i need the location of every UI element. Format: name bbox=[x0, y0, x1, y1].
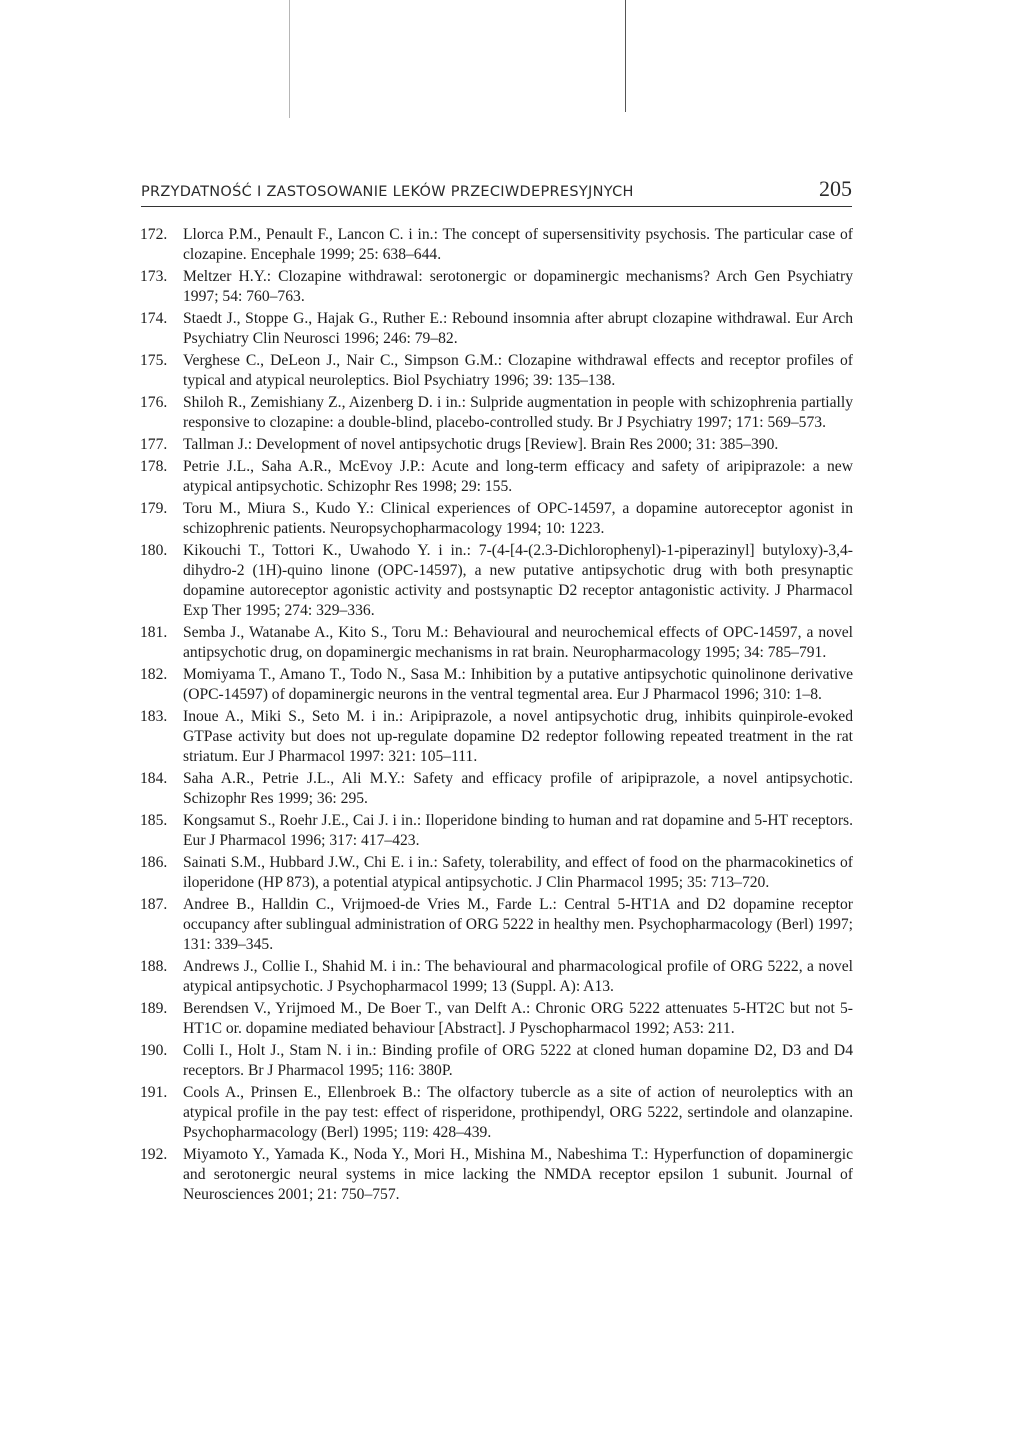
page-header bbox=[141, 176, 852, 207]
reference-text: Petrie J.L., Saha A.R., McEvoy J.P.: Acute and long-term efficacy and safety of aripiprazole: a new atypical antipsychotic. Schizophr Res 1998; 29: 155. bbox=[183, 458, 853, 495]
reference-number: 187. bbox=[140, 896, 168, 913]
reference-number: 182. bbox=[140, 666, 168, 683]
reference-item bbox=[140, 351, 853, 391]
reference-number: 172. bbox=[140, 226, 168, 243]
reference-item bbox=[140, 499, 853, 539]
reference-number: 186. bbox=[140, 854, 168, 871]
reference-item bbox=[140, 309, 853, 349]
reference-item bbox=[140, 1145, 853, 1205]
reference-text: Colli I., Holt J., Stam N. i in.: Binding profile of ORG 5222 at cloned human dopamine D2, D3 and D4 receptors. Br J Pharmacol 1995; 116: 380P. bbox=[183, 1042, 853, 1079]
reference-text: Shiloh R., Zemishiany Z., Aizenberg D. i in.: Sulpride augmentation in people with schizophrenia partially responsive to clozapine: a double-blind, placebo-controlled study. Br J Psychiatry 1997; 171: 569–573. bbox=[183, 394, 853, 431]
page-number: 205 bbox=[819, 176, 852, 201]
reference-item bbox=[140, 267, 853, 307]
reference-text: Semba J., Watanabe A., Kito S., Toru M.: Behavioural and neurochemical effects of OPC-14597, a novel antipsychotic drug, on dopaminergic mechanisms in rat brain. Neuropharmacology 1995; 34: 785–791. bbox=[183, 624, 853, 661]
reference-item bbox=[140, 1041, 853, 1081]
reference-text: Inoue A., Miki S., Seto M. i in.: Aripiprazole, a novel antipsychotic drug, inhibits quinpirole-evoked GTPase activity but does not up-regulate dopamine D2 redeptor following repeated treatment in the rat striatum. Eur J Pharmacol 1997: 321: 105–111. bbox=[183, 708, 853, 765]
reference-text: Toru M., Miura S., Kudo Y.: Clinical experiences of OPC-14597, a dopamine autoreceptor agonist in schizophrenic patients. Neuropsychopharmacology 1994; 10: 1223. bbox=[183, 500, 853, 537]
reference-text: Sainati S.M., Hubbard J.W., Chi E. i in.: Safety, tolerability, and effect of food on the pharmacokinetics of iloperidone (HP 873), a potential atypical antipsychotic. J Clin Pharmacol 1995; 35: 713–720. bbox=[183, 854, 853, 891]
reference-item bbox=[140, 457, 853, 497]
reference-text: Miyamoto Y., Yamada K., Noda Y., Mori H., Mishina M., Nabeshima T.: Hyperfunction of dopaminergic and serotonergic neural systems in mice lacking the NMDA receptor epsilon 1 subunit. Journal of Neurosciences 2001; 21: 750–757. bbox=[183, 1146, 853, 1203]
reference-number: 181. bbox=[140, 624, 168, 641]
reference-number: 174. bbox=[140, 310, 168, 327]
reference-text: Kongsamut S., Roehr J.E., Cai J. i in.: Iloperidone binding to human and rat dopamine and 5-HT receptors. Eur J Pharmacol 1996; 317: 417–423. bbox=[183, 812, 853, 849]
reference-number: 178. bbox=[140, 458, 168, 475]
reference-item bbox=[140, 853, 853, 893]
reference-number: 185. bbox=[140, 812, 168, 829]
reference-text: Kikouchi T., Tottori K., Uwahodo Y. i in.: 7-(4-[4-(2.3-Dichlorophenyl)-1-piperazinyl] butyloxy)-3,4-dihydro-2 (1H)-quino linone (OPC-14597), a new putative antipsychotic drug with both presynaptic dopamine autoreceptor agonistic activity and postsynaptic D2 receptor antagonistic activity. J Pharmacol Exp Ther 1995; 274: 329–336. bbox=[183, 542, 853, 619]
reference-number: 189. bbox=[140, 1000, 168, 1017]
reference-number: 191. bbox=[140, 1084, 168, 1101]
scan-artifact-line bbox=[625, 0, 626, 112]
reference-item bbox=[140, 541, 853, 621]
reference-item bbox=[140, 393, 853, 433]
reference-item bbox=[140, 435, 853, 455]
reference-text: Verghese C., DeLeon J., Nair C., Simpson G.M.: Clozapine withdrawal effects and receptor profiles of typical and atypical neuroleptics. Biol Psychiatry 1996; 39: 135–138. bbox=[183, 352, 853, 389]
reference-text: Llorca P.M., Penault F., Lancon C. i in.: The concept of supersensitivity psychosis. The particular case of clozapine. Encephale 1999; 25: 638–644. bbox=[183, 226, 853, 263]
reference-text: Tallman J.: Development of novel antipsychotic drugs [Review]. Brain Res 2000; 31: 385–390. bbox=[183, 436, 779, 453]
reference-number: 176. bbox=[140, 394, 168, 411]
reference-item bbox=[140, 811, 853, 851]
reference-item bbox=[140, 957, 853, 997]
reference-text: Andrews J., Collie I., Shahid M. i in.: The behavioural and pharmacological profile of ORG 5222, a novel atypical antipsychotic. J Psychopharmacol 1999; 13 (Suppl. A): A13. bbox=[183, 958, 853, 995]
reference-text: Staedt J., Stoppe G., Hajak G., Ruther E.: Rebound insomnia after abrupt clozapine withdrawal. Eur Arch Psychiatry Clin Neurosci 1996; 246: 79–82. bbox=[183, 310, 853, 347]
reference-number: 173. bbox=[140, 268, 168, 285]
reference-number: 179. bbox=[140, 500, 168, 517]
reference-item bbox=[140, 999, 853, 1039]
reference-item bbox=[140, 895, 853, 955]
reference-text: Meltzer H.Y.: Clozapine withdrawal: serotonergic or dopaminergic mechanisms? Arch Gen Psychiatry 1997; 54: 760–763. bbox=[183, 268, 853, 305]
reference-item bbox=[140, 225, 853, 265]
reference-number: 177. bbox=[140, 436, 168, 453]
reference-text: Andree B., Halldin C., Vrijmoed-de Vries M., Farde L.: Central 5-HT1A and D2 dopamine receptor occupancy after sublingual administration of ORG 5222 in healthy men. Psychopharmacology (Berl) 1997; 131: 339–345. bbox=[183, 896, 853, 953]
scan-artifact-line bbox=[289, 0, 290, 118]
reference-text: Cools A., Prinsen E., Ellenbroek B.: The olfactory tubercle as a site of action of neuroleptics with an atypical profile in the pay test: effect of risperidone, prothipendyl, ORG 5222, sertindole and olanzapine. Psychopharmacology (Berl) 1995; 119: 428–439. bbox=[183, 1084, 853, 1141]
reference-item bbox=[140, 707, 853, 767]
reference-item bbox=[140, 1083, 853, 1143]
reference-number: 190. bbox=[140, 1042, 168, 1059]
reference-item bbox=[140, 665, 853, 705]
reference-text: Momiyama T., Amano T., Todo N., Sasa M.: Inhibition by a putative antipsychotic quinolinone derivative (OPC-14597) of dopaminergic neurons in the ventral tegmental area. Eur J Pharmacol 1996; 310: 1–8. bbox=[183, 666, 853, 703]
reference-number: 175. bbox=[140, 352, 168, 369]
reference-number: 184. bbox=[140, 770, 168, 787]
reference-number: 180. bbox=[140, 542, 168, 559]
reference-text: Berendsen V., Yrijmoed M., De Boer T., van Delft A.: Chronic ORG 5222 attenuates 5-HT2C but not 5-HT1C or. dopamine mediated behaviour [Abstract]. J Pyschopharmacol 1992; A53: 211. bbox=[183, 1000, 853, 1037]
reference-text: Saha A.R., Petrie J.L., Ali M.Y.: Safety and efficacy profile of aripiprazole, a novel antipsychotic. Schizophr Res 1999; 36: 295. bbox=[183, 770, 853, 807]
reference-number: 188. bbox=[140, 958, 168, 975]
reference-list bbox=[140, 225, 853, 1207]
reference-number: 183. bbox=[140, 708, 168, 725]
reference-item bbox=[140, 769, 853, 809]
running-title: PRZYDATNOŚĆ I ZASTOSOWANIE LEKÓW PRZECIWDEPRESYJNYCH bbox=[141, 184, 634, 200]
reference-number: 192. bbox=[140, 1146, 168, 1163]
reference-item bbox=[140, 623, 853, 663]
